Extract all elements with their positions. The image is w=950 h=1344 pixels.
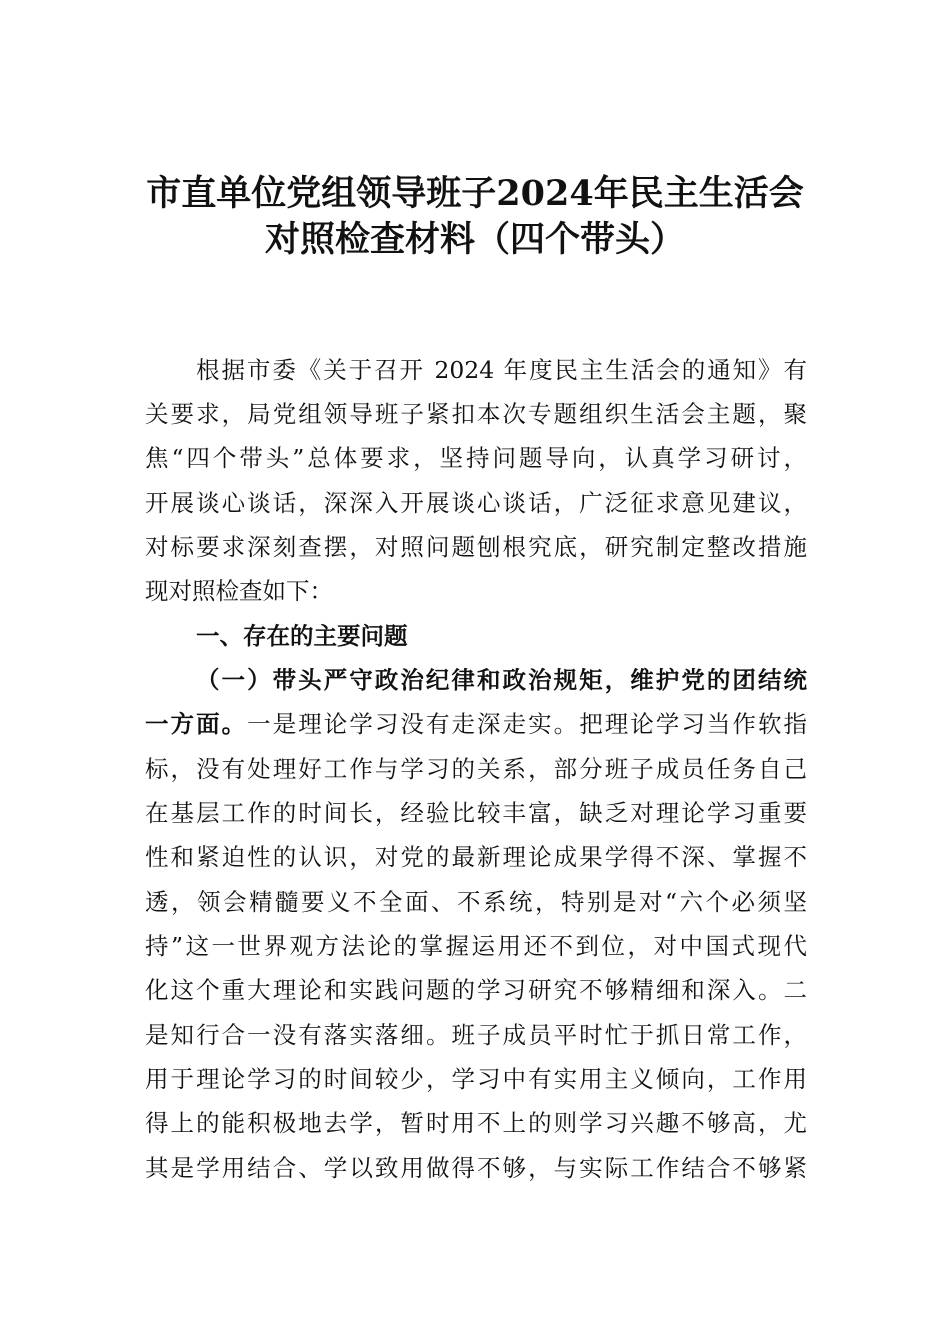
body-paragraph-line: 是知行合一没有落实落细。班子成员平时忙于抓日常工作， (145, 1021, 807, 1049)
body-paragraph-line: 其是学用结合、学以致用做得不够，与实际工作结合不够紧 (145, 1154, 807, 1182)
intro-paragraph-line: 关要求，局党组领导班子紧扣本次专题组织生活会主题，聚 (145, 400, 807, 428)
body-paragraph-line: 持”这一世界观方法论的掌握运用还不到位，对中国式现代 (145, 932, 807, 960)
document-title-line-1: 市直单位党组领导班子2024年民主生活会 (146, 173, 804, 214)
intro-paragraph-line: 焦“四个带头”总体要求，坚持问题导向，认真学习研讨， (145, 444, 807, 472)
subsection-heading-line: （一）带头严守政治纪律和政治规矩，维护党的团结统 (196, 666, 807, 694)
body-text: 一是理论学习没有走深走实。把理论学习当作软指 (247, 710, 808, 738)
section-heading: 一、存在的主要问题 (196, 622, 408, 650)
body-paragraph-line: 标，没有处理好工作与学习的关系，部分班子成员任务自己 (145, 755, 807, 783)
body-paragraph-line: 得上的能积极地去学，暂时用不上的则学习兴趣不够高，尤 (145, 1109, 807, 1137)
intro-paragraph-line: 开展谈心谈话，深深入开展谈心谈话，广泛征求意见建议， (145, 489, 807, 517)
intro-paragraph-line: 对标要求深刻查摆，对照问题刨根究底，研究制定整改措施 (145, 533, 807, 561)
body-paragraph-line: 在基层工作的时间长，经验比较丰富，缺乏对理论学习重要 (145, 799, 807, 827)
document-title-line-2: 对照检查材料（四个带头） (264, 219, 685, 260)
body-paragraph-line: 透，领会精髓要义不全面、不系统，特别是对“六个必须坚 (145, 888, 807, 916)
intro-paragraph-line: 根据市委《关于召开 2024 年度民主生活会的通知》有 (196, 356, 807, 384)
intro-paragraph-line: 现对照检查如下： (145, 577, 333, 605)
body-paragraph-line: 化这个重大理论和实践问题的学习研究不够精细和深入。二 (145, 976, 807, 1004)
body-paragraph-line: 用于理论学习的时间较少，学习中有实用主义倾向，工作用 (145, 1065, 807, 1093)
subsection-heading-end: 一方面。 (145, 710, 248, 738)
body-paragraph-line: 性和紧迫性的认识，对党的最新理论成果学得不深、掌握不 (145, 843, 807, 871)
body-paragraph-line (145, 709, 807, 739)
